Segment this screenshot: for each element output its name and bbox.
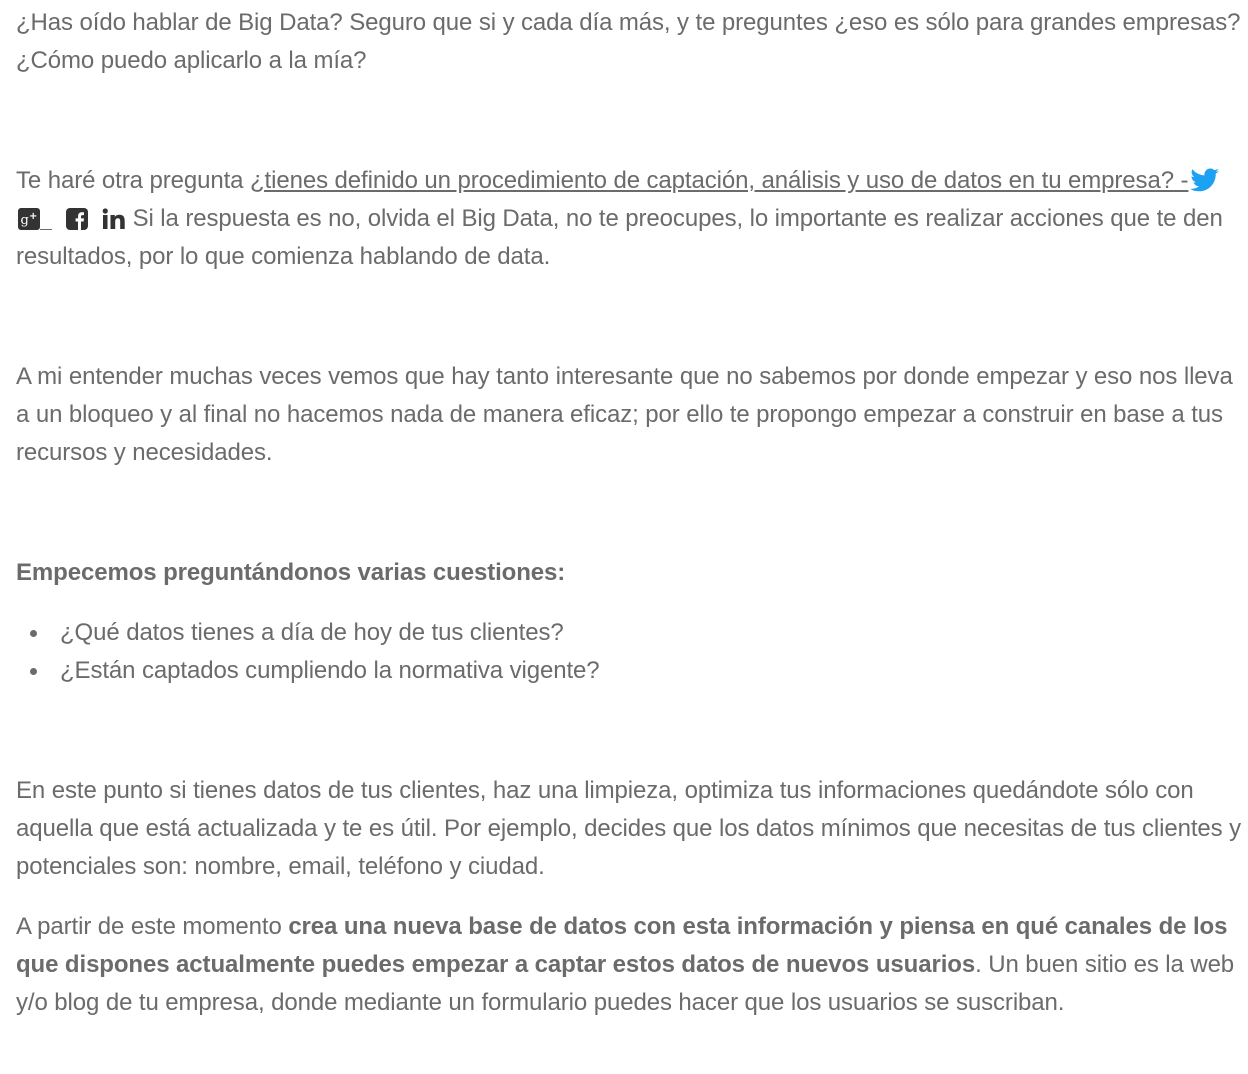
google-plus-icon[interactable] — [18, 208, 40, 230]
svg-text:+: + — [29, 211, 38, 222]
from-now-prefix: A partir de este momento — [16, 913, 289, 940]
list-item: ¿Están captados cumpliendo la normativa vigente? — [60, 652, 1248, 690]
from-now-paragraph — [16, 908, 1248, 1022]
questions-heading: Empecemos preguntándonos varias cuestiones: — [16, 559, 566, 586]
from-now-suffix: . Un buen sitio es la web y/o blog de tu empresa, donde mediante un formulario puedes hacer que los usuarios se suscriban. — [16, 951, 1235, 1016]
list-item: ¿Qué datos tienes a día de hoy de tus clientes? — [60, 614, 1248, 652]
questions-list — [16, 614, 1248, 690]
question-paragraph — [16, 162, 1248, 276]
twitter-icon[interactable] — [1190, 168, 1220, 192]
question-suffix: Si la respuesta es no, olvida el Big Data, no te preocupes, lo importante es realizar acciones que te den resultados, por lo que comienza hablando de data. — [16, 205, 1223, 270]
facebook-icon[interactable] — [66, 208, 88, 230]
from-now-bold-text: crea una nueva base de datos con esta información y piensa en qué canales de los que dispones actualmente puedes empezar a captar estos datos de nuevos usuarios — [16, 913, 1228, 978]
linkedin-icon[interactable] — [102, 208, 126, 230]
cleanup-paragraph: En este punto si tienes datos de tus clientes, haz una limpieza, optimiza tus informaciones quedándote sólo con aquella que está actualizada y te es útil. Por ejemplo, decides que los datos mínimos que necesitas de tus clientes y potenciales son: nombre, email, teléfono y ciudad. — [16, 777, 1242, 880]
question-prefix: Te haré otra pregunta — [16, 167, 250, 194]
svg-text:g: g — [20, 213, 29, 228]
understanding-paragraph: A mi entender muchas veces vemos que hay tanto interesante que no sabemos por donde empezar y eso nos lleva a un bloqueo y al final no hacemos nada de manera eficaz; por ello te propongo empezar a construir en base a tus recursos y necesidades. — [16, 363, 1233, 466]
tweet-link-text[interactable]: ¿tienes definido un procedimiento de captación, análisis y uso de datos en tu empresa? - — [249, 167, 1189, 194]
intro-paragraph: ¿Has oído hablar de Big Data? Seguro que si y cada día más, y te preguntes ¿eso es sólo para grandes empresas?¿Cómo puedo aplicarlo a la mía? — [16, 9, 1241, 74]
